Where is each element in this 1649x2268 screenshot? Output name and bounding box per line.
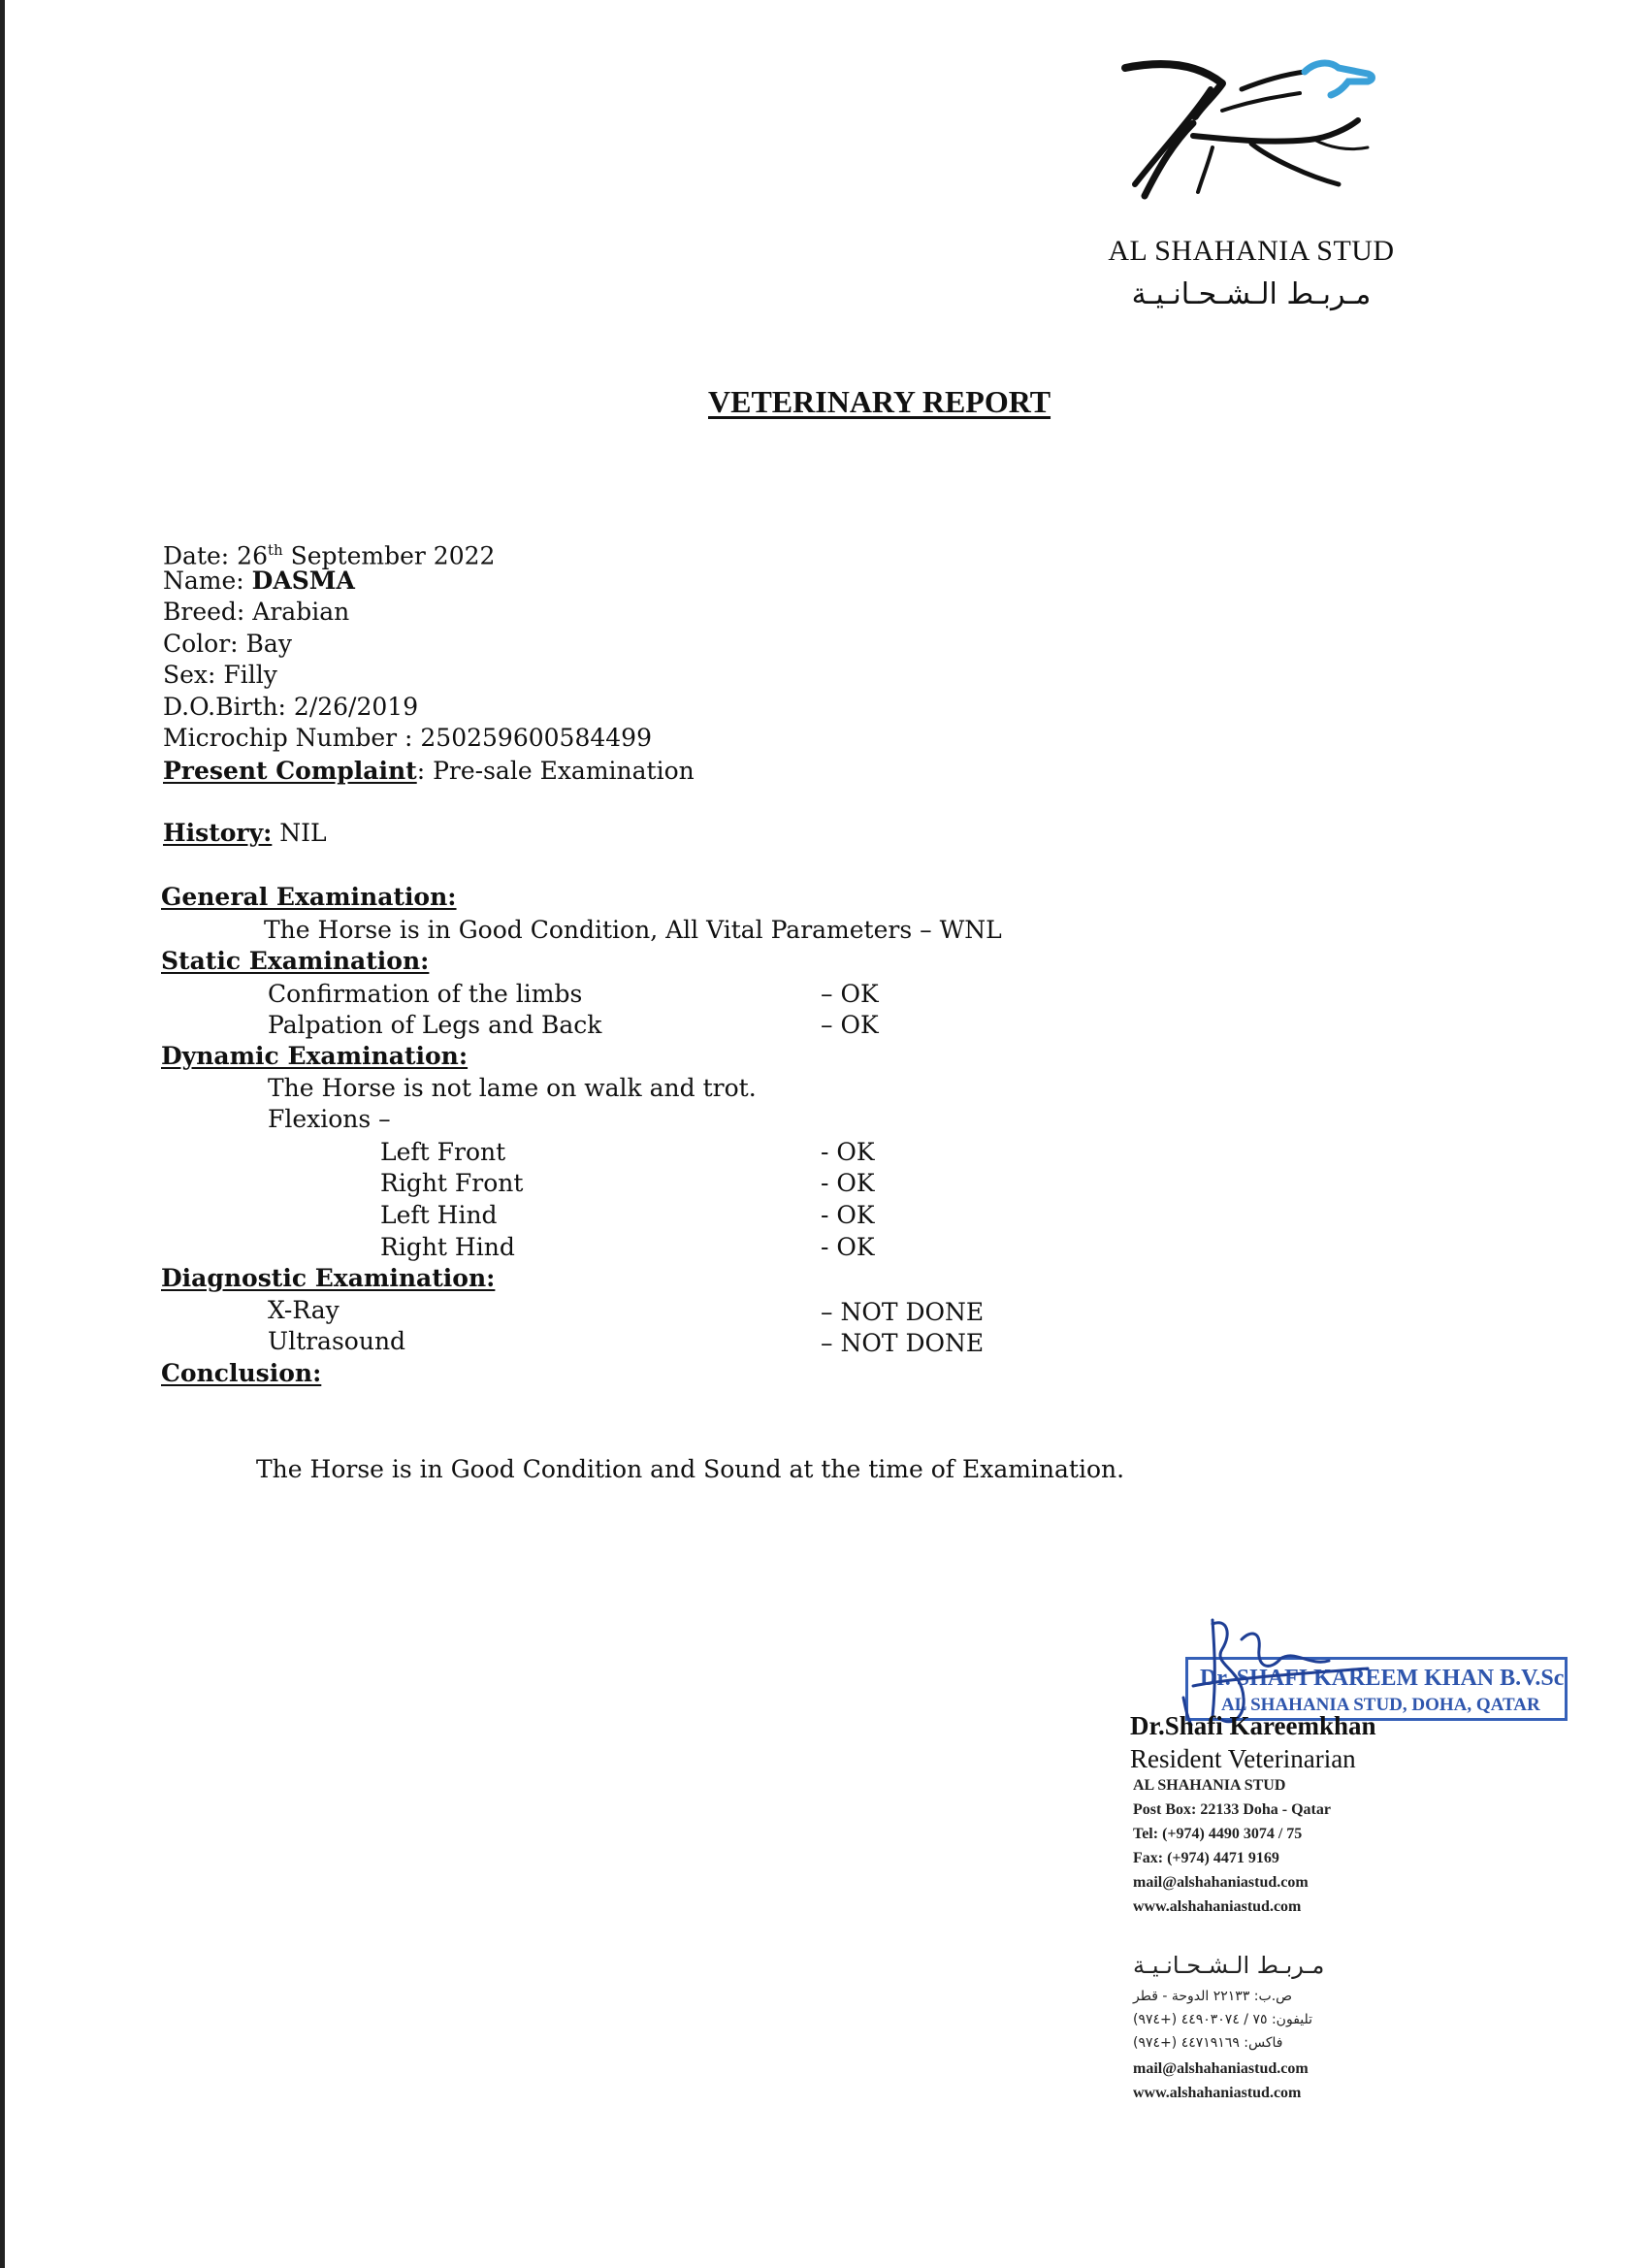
contact-line: Post Box: 22133 Doha - Qatar xyxy=(1133,1801,1331,1818)
signatory-name: Dr.Shafi Kareemkhan xyxy=(1130,1711,1376,1740)
diagnostic-item-label: X-Ray xyxy=(268,1296,340,1324)
general-exam-heading: General Examination: xyxy=(161,883,457,911)
flexion-result: - OK xyxy=(821,1233,875,1261)
signatory-title: Resident Veterinarian xyxy=(1130,1744,1356,1773)
contact-line: Fax: (+974) 4471 9169 xyxy=(1133,1850,1279,1866)
static-item-label: Palpation of Legs and Back xyxy=(268,1011,602,1039)
contact-line: mail@alshahaniastud.com xyxy=(1133,2060,1309,2077)
contact-arabic-line: مـربـط الـشـحـانـيـة xyxy=(1133,1952,1325,1979)
horse-logo-icon xyxy=(1106,50,1397,215)
horse-color: Color: Bay xyxy=(163,630,292,658)
conclusion-heading: Conclusion: xyxy=(161,1359,322,1387)
stamp-line-1: Dr. SHAFI KAREEM KHAN B.V.Sc xyxy=(1200,1666,1565,1691)
static-exam-heading: Static Examination: xyxy=(161,947,430,975)
flexion-label: Right Front xyxy=(380,1169,524,1197)
history: History: NIL xyxy=(163,819,327,847)
horse-name: Name: DASMA xyxy=(163,567,355,595)
diagnostic-exam-heading: Diagnostic Examination: xyxy=(161,1264,496,1292)
dynamic-exam-text: The Horse is not lame on walk and trot. xyxy=(268,1074,757,1102)
stamp-line-2: AL SHAHANIA STUD, DOHA, QATAR xyxy=(1221,1695,1540,1715)
contact-line: www.alshahaniastud.com xyxy=(1133,1898,1302,1915)
horse-breed: Breed: Arabian xyxy=(163,598,350,626)
brand-name: AL SHAHANIA STUD xyxy=(1108,235,1395,267)
report-title: VETERINARY REPORT xyxy=(708,384,1051,419)
contact-line: mail@alshahaniastud.com xyxy=(1133,1874,1309,1891)
contact-line: www.alshahaniastud.com xyxy=(1133,2085,1302,2101)
microchip-number: Microchip Number : 250259600584499 xyxy=(163,724,652,752)
horse-dob: D.O.Birth: 2/26/2019 xyxy=(163,693,419,721)
diagnostic-item-label: Ultrasound xyxy=(268,1327,406,1355)
flexion-label: Left Hind xyxy=(380,1201,498,1229)
present-complaint: Present Complaint: Pre-sale Examination xyxy=(163,757,695,785)
flexion-result: - OK xyxy=(821,1138,875,1166)
flexions-label: Flexions – xyxy=(268,1105,391,1133)
static-item-result: – OK xyxy=(821,980,879,1008)
flexion-label: Left Front xyxy=(380,1138,506,1166)
contact-arabic-line: تليفون: ٧٥ / ٤٤٩٠٣٠٧٤ (+٩٧٤) xyxy=(1133,2012,1313,2027)
brand-name-arabic: مـربـط الـشـحـانـيـة xyxy=(1131,277,1372,311)
general-exam-text: The Horse is in Good Condition, All Vital Parameters – WNL xyxy=(264,916,1002,944)
horse-sex: Sex: Filly xyxy=(163,661,277,689)
dynamic-exam-heading: Dynamic Examination: xyxy=(161,1042,469,1070)
flexion-label: Right Hind xyxy=(380,1233,515,1261)
contact-arabic-line: فاكس: ٤٤٧١٩١٦٩ (+٩٧٤) xyxy=(1133,2035,1283,2051)
contact-arabic-line: ص.ب: ٢٢١٣٣ الدوحة - قطر xyxy=(1133,1989,1293,2004)
static-item-label: Confirmation of the limbs xyxy=(268,980,583,1008)
static-item-result: – OK xyxy=(821,1011,879,1039)
flexion-result: - OK xyxy=(821,1201,875,1229)
diagnostic-item-result: – NOT DONE xyxy=(821,1298,985,1326)
report-date: Date: 26th September 2022 xyxy=(163,541,496,570)
flexion-result: - OK xyxy=(821,1169,875,1197)
diagnostic-item-result: – NOT DONE xyxy=(821,1329,985,1357)
contact-line: AL SHAHANIA STUD xyxy=(1133,1777,1286,1794)
page-edge xyxy=(0,0,5,2268)
conclusion-text: The Horse is in Good Condition and Sound at the time of Examination. xyxy=(256,1455,1125,1483)
contact-line: Tel: (+974) 4490 3074 / 75 xyxy=(1133,1826,1303,1842)
